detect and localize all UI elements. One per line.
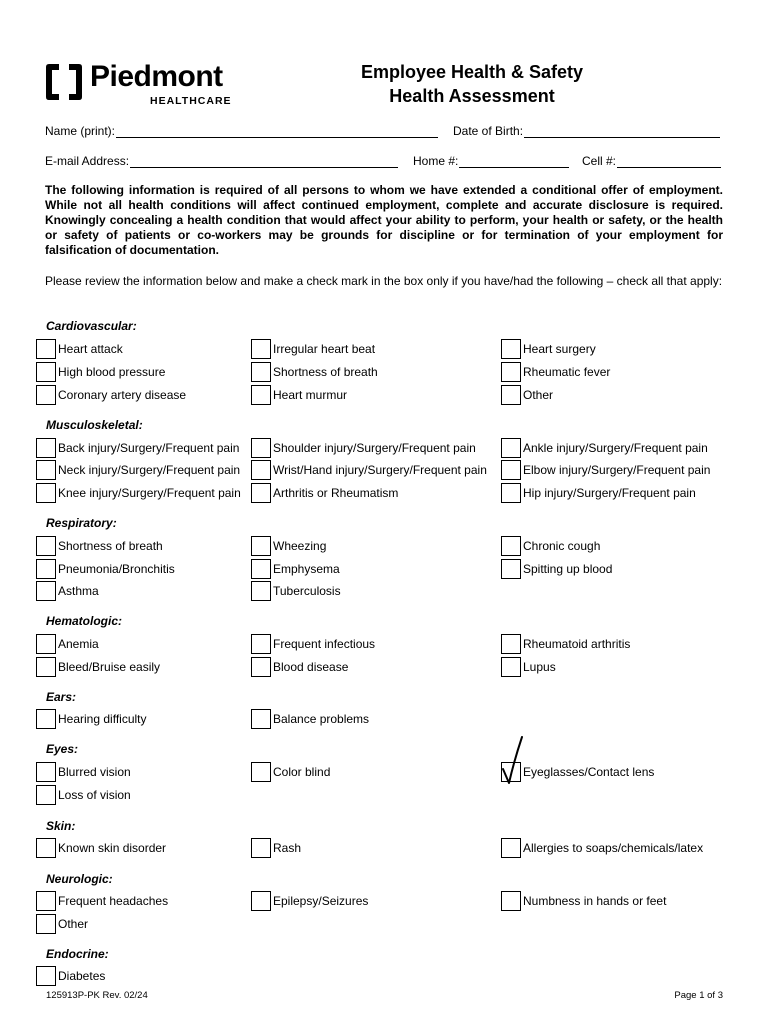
cell-phone-label: Cell #:	[582, 154, 617, 168]
item-rheumatoid-arthritis[interactable]: Rheumatoid arthritis	[501, 634, 630, 654]
checkbox[interactable]	[501, 483, 521, 503]
instruction-paragraph: Please review the information below and make a check mark in the box only if you have/had the following – check all that apply:	[45, 274, 723, 288]
section-cardiovascular: Cardiovascular:	[46, 319, 137, 333]
item-diabetes[interactable]: Diabetes	[36, 966, 105, 986]
checkbox[interactable]	[36, 838, 56, 858]
checkbox[interactable]	[501, 559, 521, 579]
section-eyes: Eyes:	[46, 742, 79, 756]
item-irregular-heart-beat[interactable]: Irregular heart beat	[251, 339, 375, 359]
logo-name: Piedmont	[90, 60, 223, 93]
item-blood-disease[interactable]: Blood disease	[251, 657, 348, 677]
checkbox[interactable]	[36, 362, 56, 382]
item-wrist-hand-injury[interactable]: Wrist/Hand injury/Surgery/Frequent pain	[251, 460, 487, 480]
checkbox-checked[interactable]	[501, 762, 521, 782]
cell-phone-line[interactable]	[617, 155, 721, 168]
email-field[interactable]	[45, 154, 398, 168]
checkbox[interactable]	[36, 709, 56, 729]
item-loss-of-vision[interactable]: Loss of vision	[36, 785, 131, 805]
item-balance-problems[interactable]: Balance problems	[251, 709, 369, 729]
item-tuberculosis[interactable]: Tuberculosis	[251, 581, 341, 601]
checkbox[interactable]	[251, 709, 271, 729]
item-elbow-injury[interactable]: Elbow injury/Surgery/Frequent pain	[501, 460, 710, 480]
item-ankle-injury[interactable]: Ankle injury/Surgery/Frequent pain	[501, 438, 708, 458]
checkbox[interactable]	[36, 581, 56, 601]
section-skin: Skin:	[46, 819, 76, 833]
checkbox[interactable]	[501, 536, 521, 556]
item-frequent-headaches[interactable]: Frequent headaches	[36, 891, 168, 911]
name-field[interactable]	[45, 124, 438, 138]
intro-paragraph: The following information is required of all persons to whom we have extended a conditional offer of employment. While not all health conditions will affect continued employment, complete and accurate disclosure is required. Knowingly concealing a health condition that would affect your ability to perform, your health or safety, or the health or safety of patients or co-workers may be grounds for discipline or for termination of your employment for falsification of documentation.	[45, 183, 723, 257]
checkbox[interactable]	[251, 460, 271, 480]
item-pneumonia-bronchitis[interactable]: Pneumonia/Bronchitis	[36, 559, 175, 579]
item-epilepsy-seizures[interactable]: Epilepsy/Seizures	[251, 891, 368, 911]
section-ears: Ears:	[46, 690, 77, 704]
checkbox[interactable]	[251, 762, 271, 782]
email-line[interactable]	[130, 155, 398, 168]
item-color-blind[interactable]: Color blind	[251, 762, 330, 782]
section-hematologic: Hematologic:	[46, 614, 123, 628]
item-neck-injury[interactable]: Neck injury/Surgery/Frequent pain	[36, 460, 240, 480]
checkbox[interactable]	[501, 362, 521, 382]
section-respiratory: Respiratory:	[46, 516, 117, 530]
item-lupus[interactable]: Lupus	[501, 657, 556, 677]
section-neurologic: Neurologic:	[46, 872, 113, 886]
dob-field[interactable]	[453, 124, 720, 138]
item-known-skin-disorder[interactable]: Known skin disorder	[36, 838, 166, 858]
title-line-1: Employee Health & Safety	[360, 62, 584, 82]
checkbox[interactable]	[36, 914, 56, 934]
item-rash[interactable]: Rash	[251, 838, 301, 858]
section-endocrine: Endocrine:	[46, 947, 109, 961]
checkbox[interactable]	[251, 339, 271, 359]
item-shortness-of-breath-cardio[interactable]: Shortness of breath	[251, 362, 378, 382]
title-line-2: Health Assessment	[389, 86, 555, 106]
dob-label: Date of Birth:	[453, 124, 524, 138]
dob-line[interactable]	[524, 125, 720, 138]
checkbox[interactable]	[251, 438, 271, 458]
email-label: E-mail Address:	[45, 154, 130, 168]
item-spitting-up-blood[interactable]: Spitting up blood	[501, 559, 612, 579]
form-code: 125913P-PK Rev. 02/24	[46, 990, 148, 1001]
name-line[interactable]	[116, 125, 438, 138]
checkbox[interactable]	[36, 460, 56, 480]
item-rheumatic-fever[interactable]: Rheumatic fever	[501, 362, 610, 382]
checkbox[interactable]	[36, 762, 56, 782]
item-asthma[interactable]: Asthma	[36, 581, 99, 601]
checkbox[interactable]	[36, 891, 56, 911]
checkbox[interactable]	[501, 657, 521, 677]
checkbox[interactable]	[251, 559, 271, 579]
item-knee-injury[interactable]: Knee injury/Surgery/Frequent pain	[36, 483, 241, 503]
item-anemia[interactable]: Anemia	[36, 634, 99, 654]
item-heart-attack[interactable]: Heart attack	[36, 339, 123, 359]
item-shoulder-injury[interactable]: Shoulder injury/Surgery/Frequent pain	[251, 438, 476, 458]
checkbox[interactable]	[251, 385, 271, 405]
section-musculoskeletal: Musculoskeletal:	[46, 418, 143, 432]
checkbox[interactable]	[36, 438, 56, 458]
item-allergies[interactable]: Allergies to soaps/chemicals/latex	[501, 838, 703, 858]
checkbox[interactable]	[36, 483, 56, 503]
logo-subtitle: HEALTHCARE	[150, 95, 232, 107]
checkbox[interactable]	[36, 657, 56, 677]
name-label: Name (print):	[45, 124, 116, 138]
form-title	[322, 60, 622, 108]
home-phone-line[interactable]	[459, 155, 569, 168]
checkbox[interactable]	[36, 966, 56, 986]
checkbox[interactable]	[36, 785, 56, 805]
item-heart-murmur[interactable]: Heart murmur	[251, 385, 347, 405]
item-blurred-vision[interactable]: Blurred vision	[36, 762, 131, 782]
cell-phone-field[interactable]	[582, 154, 721, 168]
checkbox[interactable]	[501, 891, 521, 911]
checkbox[interactable]	[501, 838, 521, 858]
piedmont-logo-icon	[44, 62, 84, 102]
home-phone-field[interactable]	[413, 154, 569, 168]
item-eyeglasses-contact-lens[interactable]: Eyeglasses/Contact lens	[501, 762, 654, 782]
item-hearing-difficulty[interactable]: Hearing difficulty	[36, 709, 147, 729]
checkbox[interactable]	[251, 634, 271, 654]
item-emphysema[interactable]: Emphysema	[251, 559, 340, 579]
checkbox[interactable]	[501, 339, 521, 359]
home-phone-label: Home #:	[413, 154, 459, 168]
handwritten-checkmark-icon	[500, 733, 526, 785]
item-other-neuro[interactable]: Other	[36, 914, 88, 934]
checkbox[interactable]	[251, 581, 271, 601]
checkbox[interactable]	[501, 634, 521, 654]
item-chronic-cough[interactable]: Chronic cough	[501, 536, 600, 556]
item-numbness[interactable]: Numbness in hands or feet	[501, 891, 666, 911]
item-other-cardio[interactable]: Other	[501, 385, 553, 405]
checkbox[interactable]	[36, 634, 56, 654]
checkbox[interactable]	[251, 536, 271, 556]
checkbox[interactable]	[501, 460, 521, 480]
item-high-blood-pressure[interactable]: High blood pressure	[36, 362, 165, 382]
checkbox[interactable]	[501, 438, 521, 458]
checkbox[interactable]	[251, 891, 271, 911]
checkbox[interactable]	[251, 838, 271, 858]
checkbox[interactable]	[251, 657, 271, 677]
logo	[44, 60, 234, 110]
item-bleed-bruise-easily[interactable]: Bleed/Bruise easily	[36, 657, 160, 677]
item-frequent-infectious[interactable]: Frequent infectious	[251, 634, 375, 654]
item-wheezing[interactable]: Wheezing	[251, 536, 326, 556]
item-arthritis-rheumatism[interactable]: Arthritis or Rheumatism	[251, 483, 398, 503]
checkbox[interactable]	[251, 362, 271, 382]
page-number: Page 1 of 3	[674, 990, 723, 1001]
checkbox[interactable]	[501, 385, 521, 405]
checkbox[interactable]	[36, 339, 56, 359]
checkbox[interactable]	[251, 483, 271, 503]
item-back-injury[interactable]: Back injury/Surgery/Frequent pain	[36, 438, 239, 458]
item-heart-surgery[interactable]: Heart surgery	[501, 339, 596, 359]
checkbox[interactable]	[36, 385, 56, 405]
item-hip-injury[interactable]: Hip injury/Surgery/Frequent pain	[501, 483, 696, 503]
item-shortness-of-breath-resp[interactable]: Shortness of breath	[36, 536, 163, 556]
checkbox[interactable]	[36, 536, 56, 556]
checkbox[interactable]	[36, 559, 56, 579]
item-coronary-artery-disease[interactable]: Coronary artery disease	[36, 385, 186, 405]
